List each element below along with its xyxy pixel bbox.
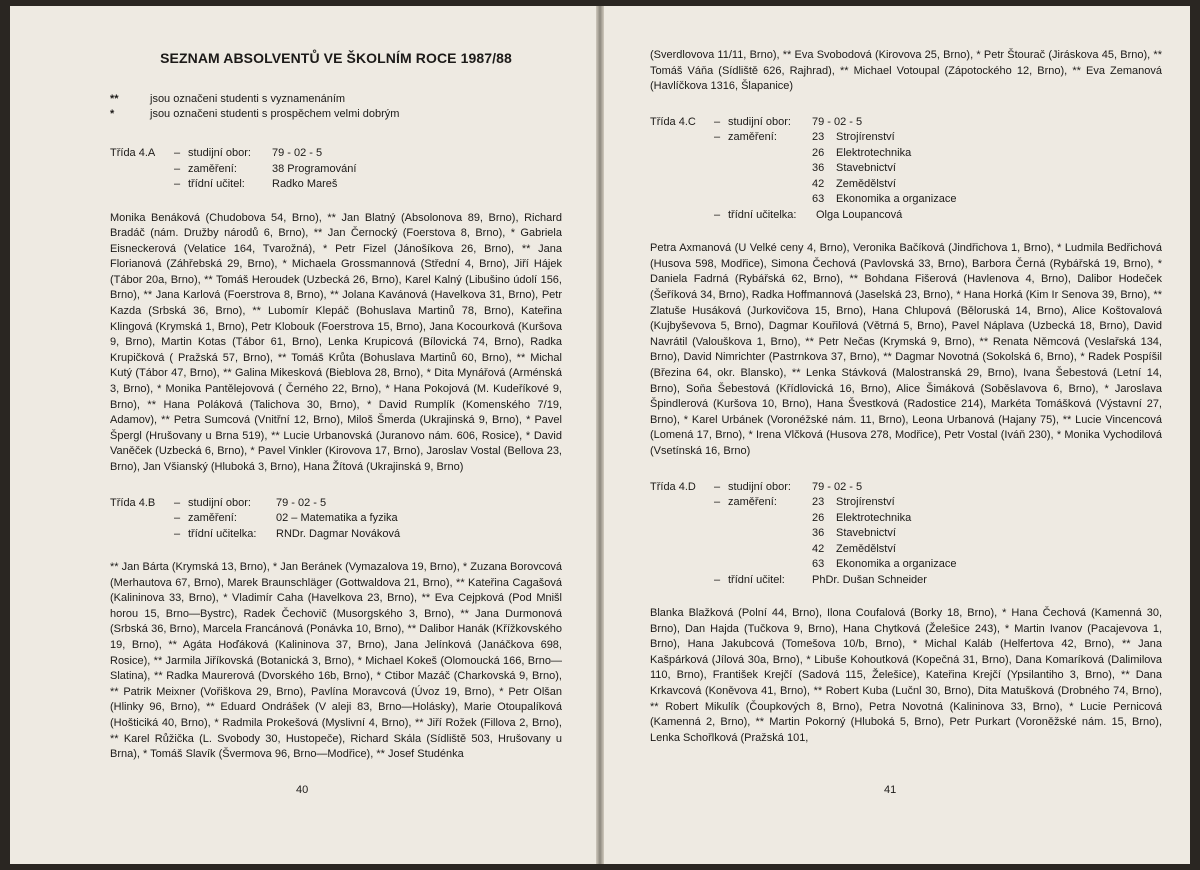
- class-header-4a: Třída 4.A – studijní obor: 79 - 02 - 5 – zaměření: 38 Programování – třídní učitel: Radko Mareš: [110, 146, 562, 193]
- spec-item: 63 Ekonomika a organizace: [812, 193, 957, 206]
- page-title: SEZNAM ABSOLVENTŮ VE ŠKOLNÍM ROCE 1987/88: [160, 50, 512, 66]
- teacher-value: RNDr. Dagmar Nováková: [276, 527, 401, 540]
- focus-key: zaměření:: [188, 512, 237, 525]
- spec-item: 42 Zemědělství: [812, 542, 896, 555]
- spec-list: [812, 495, 956, 573]
- field-key: studijní obor:: [728, 480, 791, 493]
- focus-key: zaměření:: [728, 131, 777, 144]
- legend: [110, 92, 562, 122]
- student-list-4a: Monika Benáková (Chudobova 54, Brno), ** Jan Blatný (Absolonova 89, Brno), Richard Bradáč (nám. Družby národů 6, Brno), ** Jan Černocký (Foerstova 8, Brno), * Gabriela Eisneckerová (Velatice 164, Tvarožná), * Petr Fizel (Jánošíkova 26, Brno), ** Jana Florianová (Záhřebská 29, Brno), * Michaela Grossmannová (Střední 4, Brno), Jiří Hájek (Tábor 20a, Brno), ** Tomáš Heroudek (Uzbecká 26, Brno), Karel Kalný (Libušino údolí 156, Brno), ** Jana Karlová (Foerstrova 8, Brno), ** Jolana Kavánová (Havelkova 31, Brno), Petr Kazda (Srbská 36, Brno), ** Lubomír Klepáč (Bohuslava Martinů 78, Brno), Kateřina Klingová (Krymská 1, Brno), Petr Klobouk (Foerstrova 15, Brno), Jana Kocourková (Kuršova 9, Brno), Martin Kotas (Tábor 61, Brno), Lenka Krupicová (Bílovická 74, Brno), Radka Krupičková ( Pražská 57, Brno), ** Tomáš Krůta (Bohuslava Martinů 60, Brno), ** Michal Kutý (Tábor 47, Brno), ** Galina Mikesková (Bieblova 28, Brno), * Dita Mynářová (Arménská 3, Brno), * Monika Pantělejovová ( Černého 22, Brno), * Hana Pokojová (M. Kudeříkové 9, Brno), ** Hana Poláková (Talichova 30, Brno), * David Rumplík (Komenského 7/19, Adamov), ** Petra Sumcová (Vnitřní 12, Brno), Miloš Šmerda (Ukrajinská 9, Brno), * Pavel Špergl (Hrušovany u Brna 519), ** Lucie Urbanovská (Juranovo nám. 606, Rosice), * David Vaněček (Uzbecká 6, Brno), * Pavel Vinkler (Kirovova 17, Brno), Jaroslav Vostal (Bellova 23, Brno), Jan Všianský (Hluboká 3, Brno), Hana Žítová (Ukrajinská 9, Brno): [110, 211, 562, 473]
- student-list-4b: ** Jan Bárta (Krymská 13, Brno), * Jan Beránek (Vymazalova 19, Brno), * Zuzana Borovcová (Merhautova 67, Brno), Marek Braunschläger (Gottwaldova 21, Brno), ** Kateřina Cagašová (Kalininova 33, Brno), * Vladimír Caha (Havelkova 23, Brno), ** Eva Cejpková (Pod Mnišl horou 15, Brno—Bystrc), Radek Čechovič (Musorgského 3, Brno), ** Jana Durmonová (Srbská 36, Brno), Marcela Francánová (Ponávka 10, Brno), ** Dalibor Hanák (Křížkovského 19, Brno), ** Agáta Hoďáková (Kalininova 37, Brno), Jana Jelínková (Janáčkova 698, Rosice), ** Jarmila Jiříkovská (Botanická 3, Brno), * Michael Kokeš (Olomoucká 166, Brno—Slatina), ** Radka Maurerová (Dvorského 16b, Brno), * Ctibor Mazáč (Charkovská 9, Brno), ** Patrik Meixner (Vořiškova 29, Brno), Pavlína Moravcová (Úvoz 19, Brno), * Petr Olšan (Hlinky 96, Brno), ** Eduard Ondrášek (V aleji 83, Brno—Holásky), Marie Otoupalíková (Hošticiká 40, Brno), * Radmila Prokešová (Myslivní 4, Brno), ** Jiří Rožek (Fillova 2, Brno), ** Karel Růžička (L. Svobody 30, Hustopeče), Richard Skála (Sídliště 503, Hrušovany u Brna), * Tomáš Slavík (Švermova 96, Brno—Modřice), ** Josef Studénka: [110, 561, 562, 761]
- student-list-4c: Petra Axmanová (U Velké ceny 4, Brno), Veronika Bačíková (Jindřichova 1, Brno), * Ludmila Bedřichová (Husova 598, Modřice), Simona Čechová (Pavlovská 33, Brno), Barbora Černá (Rybářská 19, Brno), * Daniela Fadrná (Rybářská 62, Brno), ** Bohdana Fišerová (Havlenova 4, Brno), Dalibor Hodeček (Šeříková 34, Brno), Radka Hoffmannová (Jaselská 23, Brno), * Hana Horká (Kim Ir Senova 39, Brno), ** Zlatuše Husáková (Jurkovičova 15, Brno), Hana Chlupová (Běloruská 14, Brno), Alice Koštovalová (Kujbyševova 5, Brno), Dagmar Kouřilová (Větrná 5, Brno), Pavel Náplava (Uzbecká 18, Brno), David Navrátil (Valouškova 1, Brno), ** Petr Nečas (Krymská 9, Brno), ** Renata Němcová (Veslařská 134, Brno), David Nimrichter (Pastrnkova 37, Brno), ** Dagmar Novotná (Sokolská 6, Brno), * Radek Pospíšil (Březina 64, okr. Blansko), ** Lenka Stávková (Malostranská 29, Brno), Ivana Šebestová (Letní 14, Brno), Soňa Šebestová (Křídlovická 16, Brno), Alice Šimáková (Soběslavova 6, Brno), * Jaroslava Špindlerová (Kuršova 10, Brno), Hana Švestková (Radostice 214), Markéta Tomášková (Výstavní 27, Brno), * Karel Urbánek (Voronéžské nám. 11, Brno), Leona Urbanová (Hajany 75), ** Lucie Vincencová (Lomená 17, Brno), * Irena Vlčková (Husova 278, Modřice), Petr Vostal (Iváň 230), * Monika Vychodilová (Vsetínská 16, Brno): [650, 242, 1162, 457]
- focus-value: 38 Programování: [272, 162, 357, 175]
- field-key: studijní obor:: [188, 147, 251, 159]
- spec-item: 23 Strojírenství: [812, 496, 895, 509]
- legend-row-very-good: [110, 107, 562, 122]
- class-header-4b: Třída 4.B – studijní obor: 79 - 02 - 5 – zaměření: 02 – Matematika a fyzika – třídní učitelka: RNDr. Dagmar Nováková: [110, 496, 562, 543]
- legend-text: jsou označeni studenti s prospěchem velmi dobrým: [150, 108, 400, 120]
- class-label: Třída 4.D: [650, 480, 696, 493]
- focus-key: zaměření:: [188, 162, 237, 175]
- teacher-key: třídní učitel:: [728, 573, 785, 586]
- spec-list: [812, 130, 956, 208]
- legend-mark: **: [110, 93, 119, 105]
- right-page: [604, 6, 1190, 864]
- spec-item: 23 Strojírenství: [812, 131, 895, 144]
- student-list-4b-continued: (Sverdlovova 11/11, Brno), ** Eva Svobodová (Kirovova 25, Brno), * Petr Štourač (Jiráskova 45, Brno), ** Tomáš Váňa (Sídliště 626, Rajhrad), ** Michael Votoupal (Zápotockého 12, Brno), ** Eva Zemanová (Havlíčkova 1316, Šlapanice): [650, 49, 1162, 93]
- spec-item: 36 Stavebnictví: [812, 527, 896, 540]
- focus-key: zaměření:: [728, 496, 777, 509]
- teacher-key: třídní učitelka:: [728, 208, 797, 221]
- focus-value: 02 – Matematika a fyzika: [276, 512, 398, 525]
- page-number: 41: [884, 784, 897, 796]
- student-list-4d: Blanka Blažková (Polní 44, Brno), Ilona Coufalová (Borky 18, Brno), * Hana Čechová (Kamenná 30, Brno), Dan Hajda (Tučkova 9, Brno), Hana Chytková (Želešice 243), * Martin Ivanov (Pacajevova 1, Brno), Hana Jakubcová (Tomešova 10/b, Brno), * Michal Kaláb (Helfertova 42, Brno), ** Jana Kašpárková (Jílová 30a, Brno), * Libuše Kohoutková (Kopečná 31, Brno), Dana Komaríková (Dalimilova 110, Brno), František Krejčí (Sadová 115, Želešice), Kateřina Krejčí (Ypsilantiho 3, Brno), ** Dana Krkavcová (Koněvova 41, Brno), ** Robert Kuba (Lučnl 30, Brno), Dita Matušková (Drobného 74, Brno), ** Robert Mikulík (Čoupkových 8, Brno), Petra Novotná (Kalininova 33, Brno), * Lucie Pernicová (Kamenná 2, Brno), ** Martin Pokorný (Hluboká 5, Brno), Petr Purkart (Voroněžské nám. 15, Brno), Lenka Schořlková (Pražská 101,: [650, 607, 1162, 744]
- spec-item: 63 Ekonomika a organizace: [812, 558, 957, 571]
- field-value: 79 - 02 - 5: [272, 147, 323, 159]
- teacher-value: PhDr. Dušan Schneider: [812, 573, 927, 586]
- class-label: Třída 4.A: [110, 147, 156, 159]
- left-page: [10, 6, 596, 864]
- legend-mark: *: [110, 108, 115, 120]
- field-key: studijní obor:: [728, 115, 791, 128]
- teacher-key: třídní učitel:: [188, 178, 245, 190]
- teacher-value: Radko Mareš: [272, 178, 338, 190]
- book-gutter: [596, 6, 604, 864]
- legend-row-honors: [110, 92, 562, 107]
- teacher-key: třídní učitelka:: [188, 527, 257, 540]
- class-header-4c: Třída 4.C – studijní obor: 79 - 02 - 5 – zaměření: 23 Strojírenství 26 Elektrotechnika 36 Stavebnictví 42 Zemědělství 63 Ekonomika a organizace – třídní učitelka: Olga Loupancová: [650, 115, 1162, 224]
- spec-item: 26 Elektrotechnika: [812, 146, 912, 159]
- class-label: Třída 4.B: [110, 496, 156, 509]
- field-key: studijní obor:: [188, 496, 251, 509]
- field-value: 79 - 02 - 5: [276, 496, 327, 509]
- class-header-4d: Třída 4.D – studijní obor: 79 - 02 - 5 – zaměření: 23 Strojírenství 26 Elektrotechnika 36 Stavebnictví 42 Zemědělství 63 Ekonomika a organizace – třídní učitel: PhDr. Dušan Schneider: [650, 480, 1162, 589]
- class-label: Třída 4.C: [650, 115, 696, 128]
- spec-item: 36 Stavebnictví: [812, 162, 896, 175]
- field-value: 79 - 02 - 5: [812, 115, 863, 128]
- spec-item: 26 Elektrotechnika: [812, 511, 912, 524]
- teacher-value: Olga Loupancová: [816, 208, 903, 221]
- page-number: 40: [296, 784, 309, 796]
- spec-item: 42 Zemědělství: [812, 177, 896, 190]
- field-value: 79 - 02 - 5: [812, 480, 863, 493]
- legend-text: jsou označeni studenti s vyznamenáním: [150, 93, 346, 105]
